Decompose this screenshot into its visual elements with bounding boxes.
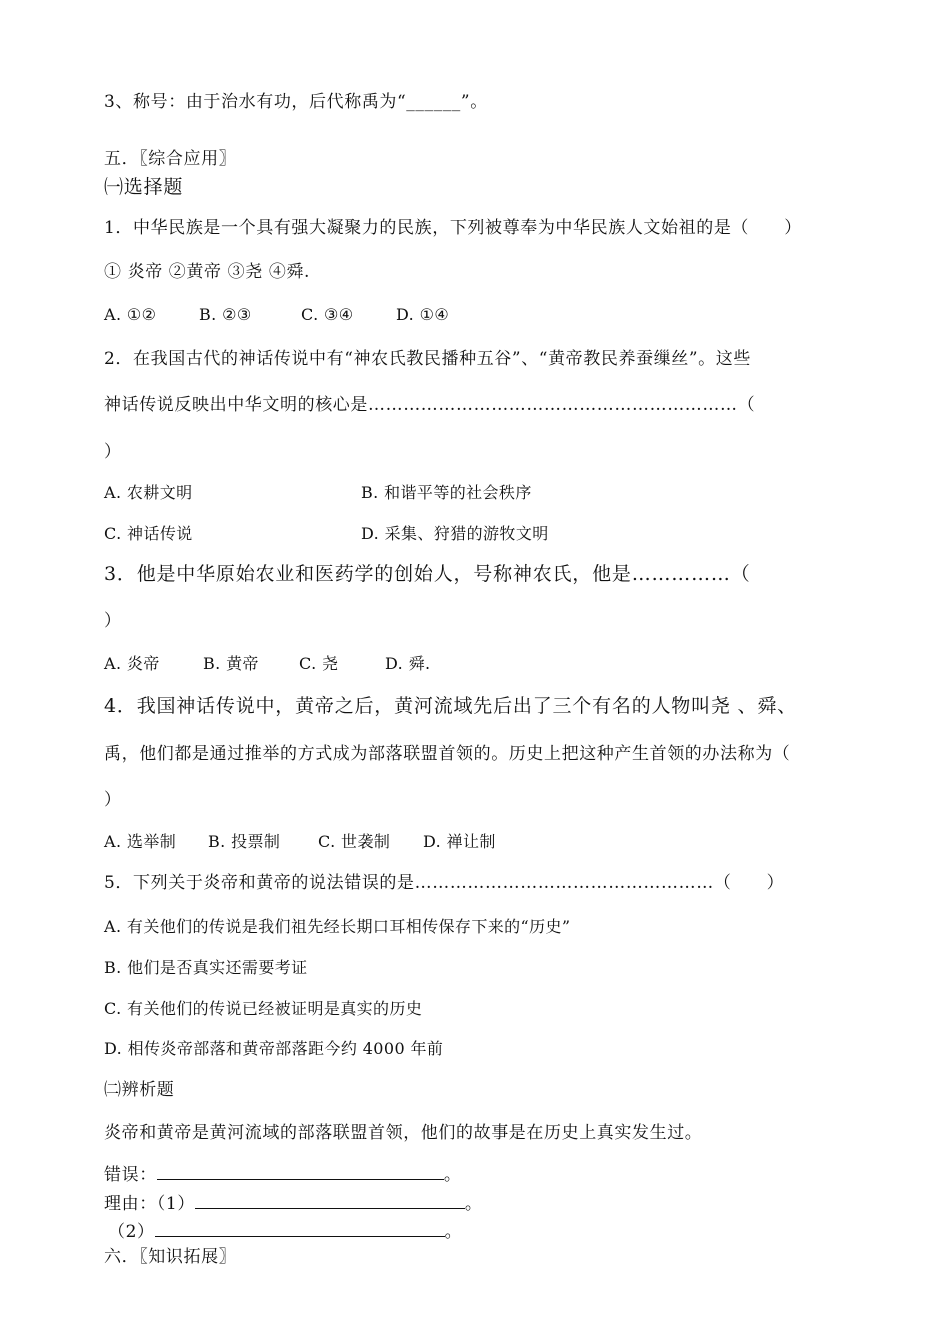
reason2-label: （2） xyxy=(108,1222,155,1242)
reason2-answer-blank[interactable] xyxy=(155,1218,445,1237)
q3-line2: ） xyxy=(104,611,122,631)
q1-items: ① 炎帝 ②黄帝 ③尧 ④舜. xyxy=(104,262,311,282)
q3-option-b: B. 黄帝 xyxy=(203,654,259,673)
section5-heading: 五．〖综合应用〗 xyxy=(104,149,237,169)
q4-option-c: C. 世袭制 xyxy=(318,832,391,851)
section6-heading: 六．〖知识拓展〗 xyxy=(104,1247,237,1267)
q1-text: 1．中华民族是一个具有强大凝聚力的民族，下列被尊奉为中华民族人文始祖的是（ ） xyxy=(104,218,802,238)
q4-option-b: B. 投票制 xyxy=(208,832,281,851)
q5-option-b: B. 他们是否真实还需要考证 xyxy=(104,958,308,977)
q1-option-d: D. ①④ xyxy=(396,305,450,324)
q4-line1: 4．我国神话传说中，黄帝之后，黄河流域先后出了三个有名的人物叫尧 、舜、 xyxy=(104,695,797,717)
section4-item3: 3、称号：由于治水有功，后代称禹为“______”。 xyxy=(104,92,488,112)
q2-line3: ） xyxy=(104,442,122,462)
q4-line3: ） xyxy=(104,790,122,810)
q2-option-d: D. 采集、狩猎的游牧文明 xyxy=(361,524,549,543)
q2-option-a: A. 农耕文明 xyxy=(104,483,193,502)
analysis-heading: ㈡辨析题 xyxy=(104,1080,175,1100)
q3-option-a: A. 炎帝 xyxy=(104,654,160,673)
q2-option-b: B. 和谐平等的社会秩序 xyxy=(361,483,532,502)
q5-option-c: C. 有关他们的传说已经被证明是真实的历史 xyxy=(104,999,423,1018)
reason2-row xyxy=(108,1218,462,1244)
reason1-row xyxy=(104,1190,483,1216)
reason1-label: 理由：（1） xyxy=(104,1194,195,1214)
error-label: 错误： xyxy=(104,1165,157,1185)
q1-option-c: C. ③④ xyxy=(301,305,354,324)
error-row xyxy=(104,1161,461,1187)
q4-option-a: A. 选举制 xyxy=(104,832,177,851)
q3-option-c: C. 尧 xyxy=(299,654,339,673)
error-period: 。 xyxy=(443,1165,462,1185)
q4-line2: 禹，他们都是通过推举的方式成为部落联盟首领的。历史上把这种产生首领的办法称为（ xyxy=(104,744,791,764)
q2-line1: 2．在我国古代的神话传说中有“神农氏教民播种五谷”、“黄帝教民养蚕缫丝”。这些 xyxy=(104,349,751,369)
q3-option-d: D. 舜. xyxy=(385,654,431,673)
choice-questions-heading: ㈠选择题 xyxy=(104,176,184,198)
analysis-statement: 炎帝和黄帝是黄河流域的部落联盟首领，他们的故事是在历史上真实发生过。 xyxy=(104,1123,703,1143)
q5-option-a: A. 有关他们的传说是我们祖先经长期口耳相传保存下来的“历史” xyxy=(104,917,571,936)
error-answer-blank[interactable] xyxy=(157,1161,444,1180)
q1-option-b: B. ②③ xyxy=(199,305,252,324)
q2-option-c: C. 神话传说 xyxy=(104,524,193,543)
reason2-period: 。 xyxy=(444,1222,463,1242)
q5-text: 5．下列关于炎帝和黄帝的说法错误的是……………………………………………（ ） xyxy=(104,873,785,893)
reason1-period: 。 xyxy=(464,1194,483,1214)
q3-line1: 3．他是中华原始农业和医药学的创始人，号称神农氏，他是……………（ xyxy=(104,563,751,585)
q5-option-d: D. 相传炎帝部落和黄帝部落距今约 4000 年前 xyxy=(104,1039,444,1058)
q1-option-a: A. ①② xyxy=(104,305,157,324)
q4-option-d: D. 禅让制 xyxy=(423,832,496,851)
reason1-answer-blank[interactable] xyxy=(195,1190,465,1209)
q2-line2: 神话传说反映出中华文明的核心是………………………………………………………（ xyxy=(104,395,756,415)
